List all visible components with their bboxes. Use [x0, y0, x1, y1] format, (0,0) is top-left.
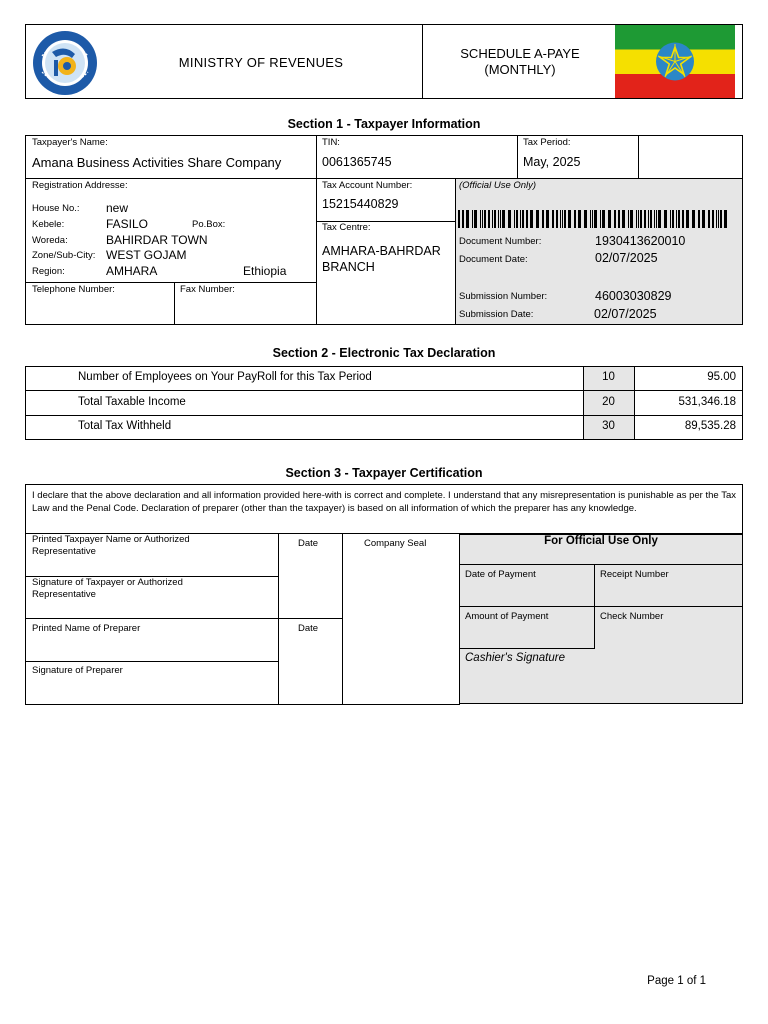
- tax-centre-line1: AMHARA-BAHRDAR: [322, 244, 441, 258]
- tin-value: 0061365745: [322, 155, 392, 169]
- divider: [459, 648, 595, 649]
- divider: [638, 135, 639, 179]
- check-number-label: Check Number: [600, 611, 664, 622]
- tax-centre-label: Tax Centre:: [322, 222, 371, 233]
- zone-value: WEST GOJAM: [106, 248, 187, 262]
- official-use-label: (Official Use Only): [459, 180, 537, 191]
- document-number-value: 1930413620010: [595, 234, 686, 248]
- taxpayer-name-label: Taxpayer's Name:: [32, 137, 108, 148]
- divider: [594, 564, 595, 649]
- schedule-title-line2: (MONTHLY): [484, 62, 556, 77]
- kebele-value: FASILO: [106, 217, 149, 231]
- signature-preparer-label: Signature of Preparer: [32, 665, 123, 676]
- section3-title: Section 3 - Taxpayer Certification: [285, 466, 483, 480]
- row-value: 89,535.28: [684, 420, 736, 432]
- woreda-value: BAHIRDAR TOWN: [106, 233, 208, 247]
- divider: [25, 390, 743, 391]
- tax-centre-line2: BRANCH: [322, 260, 375, 274]
- pobox-label: Po.Box:: [192, 219, 226, 230]
- tax-account-label: Tax Account Number:: [322, 180, 413, 191]
- row-label: Total Tax Withheld: [78, 420, 172, 432]
- amount-of-payment-label: Amount of Payment: [465, 611, 549, 622]
- tax-account-value: 15215440829: [322, 197, 399, 211]
- official-use-title: For Official Use Only: [544, 535, 658, 547]
- submission-date-value: 02/07/2025: [594, 307, 657, 321]
- divider: [455, 179, 456, 325]
- tax-period-value: May, 2025: [523, 155, 581, 169]
- row-label: Total Taxable Income: [78, 396, 186, 408]
- section1-title: Section 1 - Taxpayer Information: [287, 117, 481, 131]
- declaration-text: I declare that the above declaration and all information provided here-with is correct and complete. I understand that any misrepresentation is punishable as per the Tax Law and the Penal Code. Declaration of preparer (other than the taxpayer) is based on all information of which the preparer has any knowledge.: [32, 490, 736, 514]
- tin-label: TIN:: [322, 137, 340, 148]
- fax-label: Fax Number:: [180, 284, 235, 295]
- divider: [174, 282, 175, 325]
- submission-date-label: Submission Date:: [459, 309, 534, 320]
- ethiopia-flag-icon: [615, 25, 735, 98]
- registration-address-label: Registration Addresse:: [32, 180, 128, 191]
- house-no-value: new: [106, 201, 129, 215]
- divider: [316, 135, 317, 325]
- cashier-signature-label: Cashier's Signature: [465, 652, 565, 664]
- telephone-label: Telephone Number:: [32, 284, 115, 295]
- date-label: Date: [298, 538, 319, 549]
- schedule-title-line1: SCHEDULE A-PAYE: [460, 46, 580, 61]
- woreda-label: Woreda:: [32, 235, 68, 246]
- document-date-label: Document Date:: [459, 254, 528, 265]
- section2-title: Section 2 - Electronic Tax Declaration: [272, 346, 496, 360]
- divider: [25, 661, 278, 662]
- divider: [459, 564, 743, 565]
- date-of-payment-label: Date of Payment: [465, 569, 536, 580]
- ministry-logo-icon: [30, 30, 100, 96]
- divider: [25, 178, 743, 179]
- divider: [459, 606, 743, 607]
- region-label: Region:: [32, 266, 65, 277]
- schedule-title: [422, 46, 618, 78]
- divider: [342, 534, 343, 705]
- printed-taxpayer-name-label: Printed Taxpayer Name or Authorized Representative: [32, 534, 190, 557]
- document-barcode: [458, 210, 730, 228]
- region-value: AMHARA: [106, 264, 158, 278]
- document-date-value: 02/07/2025: [595, 251, 658, 265]
- submission-number-value: 46003030829: [595, 289, 672, 303]
- house-no-label: House No.:: [32, 203, 80, 214]
- row-code: 30: [602, 420, 615, 432]
- ministry-title: MINISTRY OF REVENUES: [178, 55, 344, 70]
- company-seal-label: Company Seal: [364, 538, 427, 549]
- receipt-number-label: Receipt Number: [600, 569, 669, 580]
- row-value: 95.00: [707, 371, 736, 383]
- signature-taxpayer-label: Signature of Taxpayer or Authorized Representative: [32, 577, 183, 600]
- divider: [634, 366, 635, 440]
- page-number: Page 1 of 1: [647, 975, 706, 987]
- divider: [25, 618, 342, 619]
- zone-label: Zone/Sub-City:: [32, 250, 96, 261]
- tax-period-label: Tax Period:: [523, 137, 571, 148]
- row-code: 10: [602, 371, 615, 383]
- document-number-label: Document Number:: [459, 236, 542, 247]
- divider: [25, 282, 316, 283]
- divider: [25, 415, 743, 416]
- divider: [517, 135, 518, 179]
- printed-preparer-label: Printed Name of Preparer: [32, 623, 141, 634]
- divider: [25, 534, 26, 705]
- row-label: Number of Employees on Your PayRoll for this Tax Period: [78, 371, 372, 383]
- date-label-2: Date: [298, 623, 319, 634]
- row-code: 20: [602, 396, 615, 408]
- submission-number-label: Submission Number:: [459, 291, 548, 302]
- row-value: 531,346.18: [678, 396, 736, 408]
- taxpayer-name-value: Amana Business Activities Share Company: [32, 155, 282, 170]
- divider: [278, 534, 279, 705]
- country-value: Ethiopia: [243, 264, 287, 278]
- divider: [25, 704, 460, 705]
- kebele-label: Kebele:: [32, 219, 65, 230]
